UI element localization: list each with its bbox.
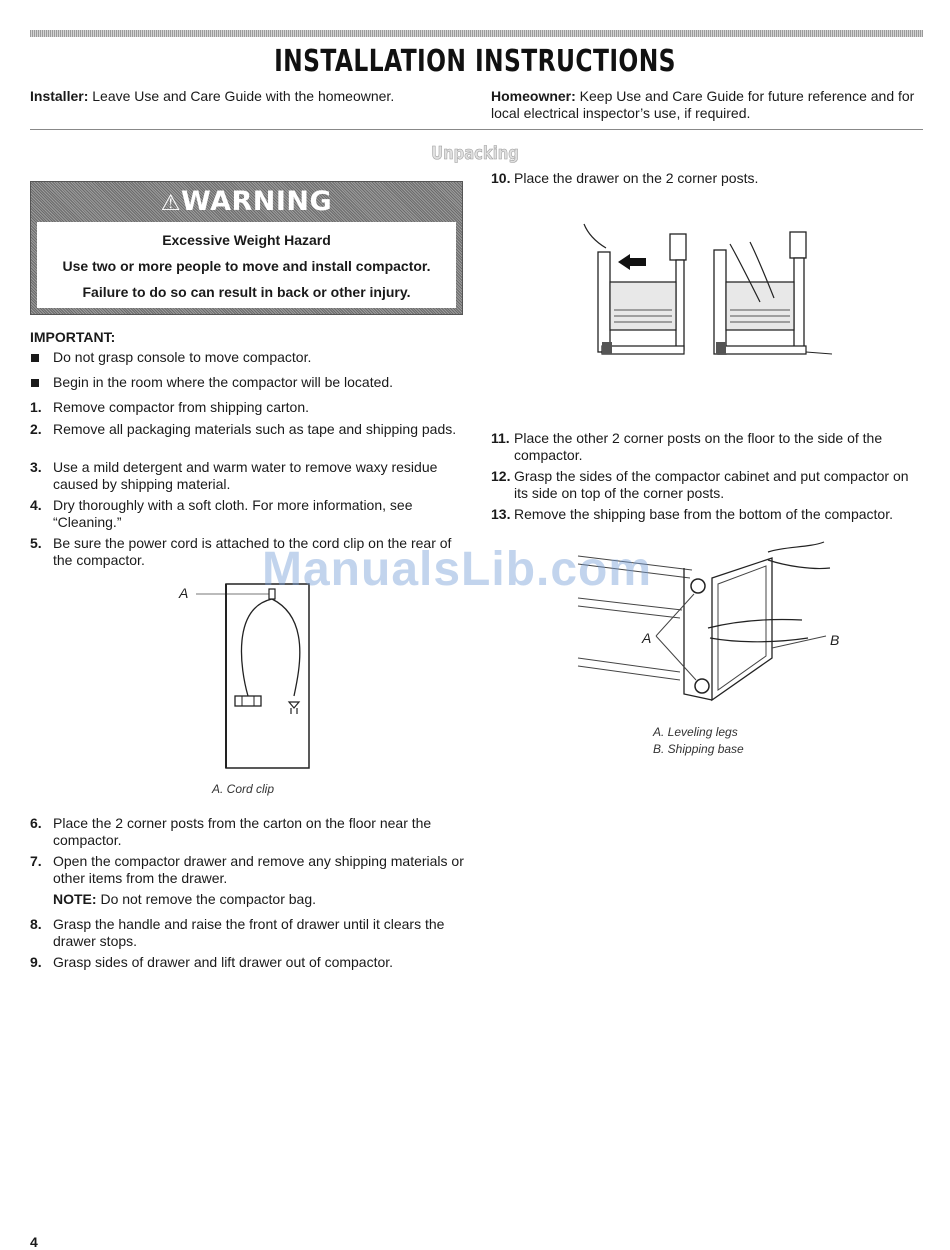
important-label: IMPORTANT: <box>30 329 116 345</box>
warning-triangle-icon: ⚠ <box>160 191 182 216</box>
note-text: Do not remove the compactor bag. <box>96 891 317 907</box>
step-number: 8. <box>30 916 42 932</box>
step-text: Remove all packaging materials such as tape and shipping pads. <box>53 421 457 437</box>
bullet-text: Begin in the room where the compactor will be located. <box>53 374 394 390</box>
step-text: Dry thoroughly with a soft cloth. For more information, see “Cleaning.” <box>53 497 413 530</box>
warning-line-2: Use two or more people to move and install compactor. <box>62 258 431 274</box>
installer-note <box>30 88 460 105</box>
base-figure-caption-a: A. Leveling legs <box>653 725 738 739</box>
step-text: Place the drawer on the 2 corner posts. <box>514 170 759 186</box>
step-number: 13. <box>491 506 511 522</box>
note <box>53 891 316 907</box>
step-text: Remove the shipping base from the bottom of the compactor. <box>514 506 893 522</box>
step-number: 3. <box>30 459 42 475</box>
base-figure-label-b: B <box>830 632 840 648</box>
step-text: Use a mild detergent and warm water to remove waxy residue caused by shipping material. <box>53 459 438 492</box>
warning-body <box>37 222 456 308</box>
section-divider <box>30 129 923 130</box>
cord-clip-illustration <box>190 578 320 778</box>
warning-box <box>30 181 463 315</box>
step-number: 10. <box>491 170 511 186</box>
step-number: 9. <box>30 954 42 970</box>
step-text: Remove compactor from shipping carton. <box>53 399 309 415</box>
homeowner-text: Keep Use and Care Guide for future reference and for local electrical inspector’s use, if required. <box>491 88 915 121</box>
step-number: 6. <box>30 815 42 831</box>
note-label: NOTE: <box>53 891 97 907</box>
step-text: Grasp the handle and raise the front of drawer until it clears the drawer stops. <box>53 916 445 949</box>
top-rule <box>30 30 923 37</box>
warning-heading <box>31 182 462 222</box>
bullet-square-icon <box>31 354 39 362</box>
homeowner-label: Homeowner: <box>491 88 576 104</box>
step-number: 2. <box>30 421 42 437</box>
section-title: Unpacking <box>431 143 519 164</box>
step-text: Grasp sides of drawer and lift drawer out of compactor. <box>53 954 394 970</box>
warning-line-3: Failure to do so can result in back or other injury. <box>82 284 411 300</box>
drawer-on-posts-illustration <box>580 218 835 366</box>
page-number: 4 <box>30 1234 38 1250</box>
cord-figure-caption: A. Cord clip <box>212 782 275 796</box>
page-title: INSTALLATION INSTRUCTIONS <box>274 44 676 79</box>
step-text: Open the compactor drawer and remove any shipping materials or other items from the drawer. <box>53 853 464 886</box>
bullet-text: Do not grasp console to move compactor. <box>53 349 312 365</box>
step-text: Be sure the power cord is attached to the cord clip on the rear of the compactor. <box>53 535 452 568</box>
base-figure-label-a: A <box>642 630 652 646</box>
step-text: Grasp the sides of the compactor cabinet and put compactor on its side on top of the corner posts. <box>514 468 909 501</box>
homeowner-note <box>491 88 923 122</box>
step-number: 5. <box>30 535 42 551</box>
cord-figure-label-a: A <box>179 585 189 601</box>
warning-line-1: Excessive Weight Hazard <box>162 232 331 248</box>
bullet-square-icon <box>31 379 39 387</box>
step-number: 4. <box>30 497 42 513</box>
base-figure-caption-b: B. Shipping base <box>653 742 744 756</box>
warning-heading-text: WARNING <box>181 186 333 217</box>
step-number: 11. <box>491 430 510 446</box>
watermark: ManualsLib.com <box>262 543 653 596</box>
installer-label: Installer: <box>30 88 89 104</box>
installer-text: Leave Use and Care Guide with the homeowner. <box>88 88 395 104</box>
step-number: 1. <box>30 399 42 415</box>
step-text: Place the other 2 corner posts on the floor to the side of the compactor. <box>514 430 883 463</box>
step-number: 12. <box>491 468 511 484</box>
step-text: Place the 2 corner posts from the carton on the floor near the compactor. <box>53 815 432 848</box>
step-number: 7. <box>30 853 42 869</box>
